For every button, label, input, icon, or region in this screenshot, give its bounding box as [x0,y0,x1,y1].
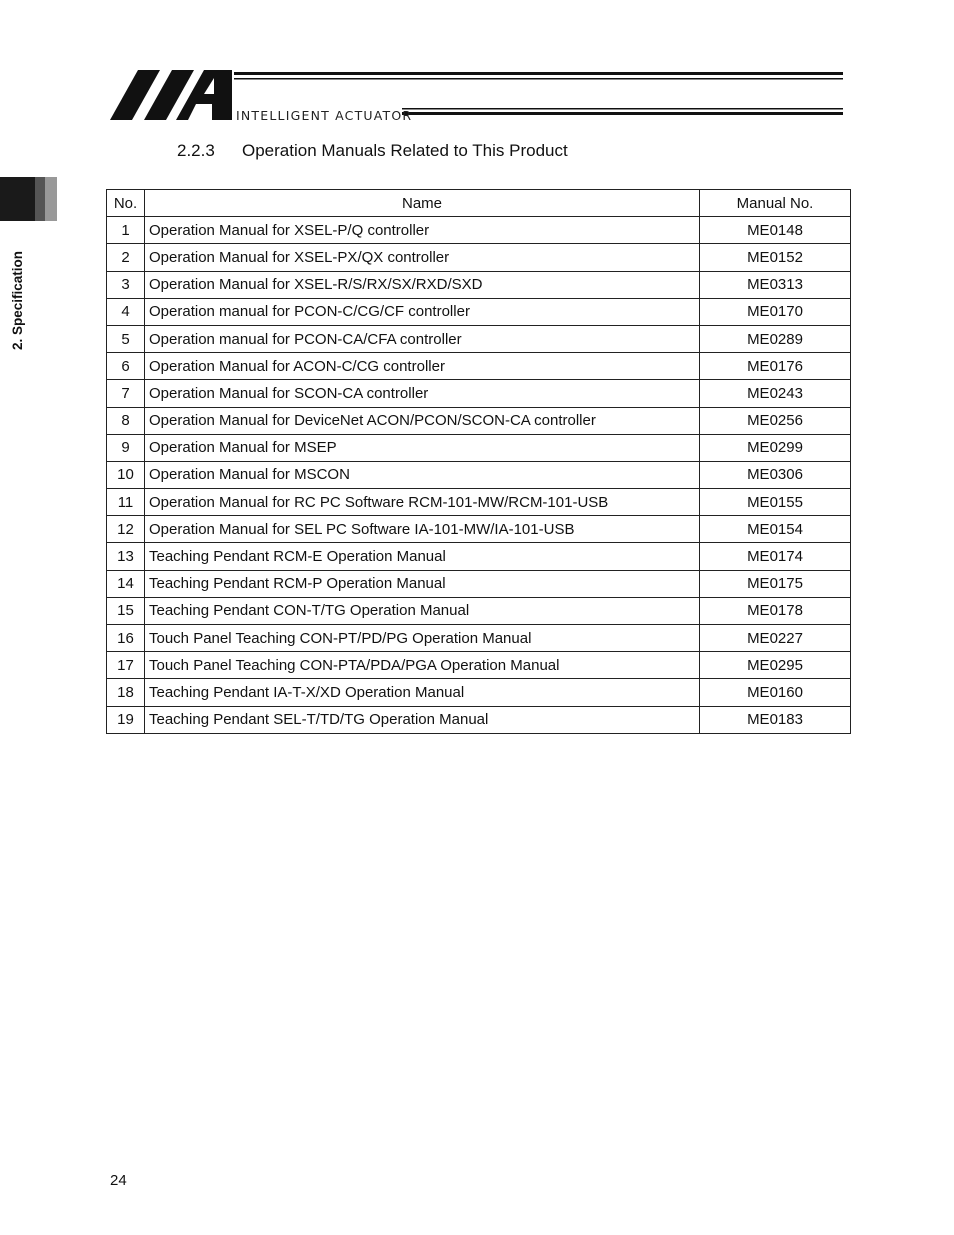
table-row [107,489,851,516]
manual-number: ME0154 [700,516,851,543]
column-header-no: No. [107,190,145,217]
section-heading [177,141,568,161]
row-number: 5 [107,325,145,352]
manual-number: ME0306 [700,461,851,488]
manual-number: ME0227 [700,625,851,652]
row-number: 15 [107,597,145,624]
table-row [107,325,851,352]
manual-name: Operation Manual for XSEL-R/S/RX/SX/RXD/SXD [145,271,700,298]
manual-name: Operation Manual for RC PC Software RCM-101-MW/RCM-101-USB [145,489,700,516]
table-row [107,652,851,679]
manual-name: Teaching Pendant SEL-T/TD/TG Operation Manual [145,706,700,733]
row-number: 6 [107,353,145,380]
manual-number: ME0160 [700,679,851,706]
row-number: 4 [107,298,145,325]
row-number: 19 [107,706,145,733]
table-row [107,217,851,244]
table-row [107,434,851,461]
manual-name: Teaching Pendant CON-T/TG Operation Manual [145,597,700,624]
manual-name: Operation Manual for SEL PC Software IA-101-MW/IA-101-USB [145,516,700,543]
row-number: 12 [107,516,145,543]
chapter-label: 2. Specification [10,250,25,350]
page-number: 24 [110,1172,127,1189]
table-row [107,353,851,380]
manual-name: Operation Manual for MSCON [145,461,700,488]
row-number: 14 [107,570,145,597]
manual-name: Operation Manual for DeviceNet ACON/PCON/SCON-CA controller [145,407,700,434]
chapter-tab-mid [35,177,45,221]
manual-number: ME0289 [700,325,851,352]
manual-name: Operation Manual for XSEL-PX/QX controller [145,244,700,271]
manual-number: ME0155 [700,489,851,516]
manual-name: Operation Manual for MSEP [145,434,700,461]
table-row [107,597,851,624]
manual-number: ME0152 [700,244,851,271]
table-row [107,298,851,325]
manual-name: Touch Panel Teaching CON-PT/PD/PG Operation Manual [145,625,700,652]
manual-name: Teaching Pendant RCM-E Operation Manual [145,543,700,570]
manual-name: Operation manual for PCON-CA/CFA controller [145,325,700,352]
iai-logo [110,68,850,124]
manual-number: ME0176 [700,353,851,380]
table-row [107,679,851,706]
column-header-name: Name [145,190,700,217]
section-number: 2.2.3 [177,141,215,160]
row-number: 10 [107,461,145,488]
table-row [107,516,851,543]
manual-number: ME0295 [700,652,851,679]
brand-text: INTELLIGENT ACTUATOR [236,108,413,123]
section-title: Operation Manuals Related to This Product [242,141,568,160]
table-header-row [107,190,851,217]
manual-number: ME0313 [700,271,851,298]
row-number: 7 [107,380,145,407]
manual-number: ME0178 [700,597,851,624]
manual-number: ME0175 [700,570,851,597]
table-row [107,543,851,570]
row-number: 18 [107,679,145,706]
manual-name: Touch Panel Teaching CON-PTA/PDA/PGA Operation Manual [145,652,700,679]
row-number: 11 [107,489,145,516]
manual-number: ME0148 [700,217,851,244]
table-row [107,625,851,652]
manual-number: ME0243 [700,380,851,407]
manual-name: Operation Manual for ACON-C/CG controller [145,353,700,380]
table-row [107,244,851,271]
row-number: 17 [107,652,145,679]
chapter-tab [0,177,57,221]
row-number: 9 [107,434,145,461]
row-number: 1 [107,217,145,244]
table-row [107,271,851,298]
table-row [107,461,851,488]
manual-name: Operation manual for PCON-C/CG/CF controller [145,298,700,325]
manual-name: Operation Manual for XSEL-P/Q controller [145,217,700,244]
column-header-manual-no: Manual No. [700,190,851,217]
row-number: 8 [107,407,145,434]
row-number: 13 [107,543,145,570]
table-row [107,570,851,597]
manual-number: ME0174 [700,543,851,570]
table-row [107,380,851,407]
manual-name: Teaching Pendant IA-T-X/XD Operation Manual [145,679,700,706]
row-number: 3 [107,271,145,298]
row-number: 16 [107,625,145,652]
iai-logo-mark [110,68,850,124]
manual-number: ME0170 [700,298,851,325]
table-body [107,217,851,734]
manual-number: ME0183 [700,706,851,733]
row-number: 2 [107,244,145,271]
table-row [107,407,851,434]
manual-name: Operation Manual for SCON-CA controller [145,380,700,407]
manual-number: ME0299 [700,434,851,461]
chapter-tab-dark [0,177,35,221]
chapter-tab-light [45,177,57,221]
manual-name: Teaching Pendant RCM-P Operation Manual [145,570,700,597]
table-row [107,706,851,733]
manual-number: ME0256 [700,407,851,434]
manuals-table [106,189,851,734]
